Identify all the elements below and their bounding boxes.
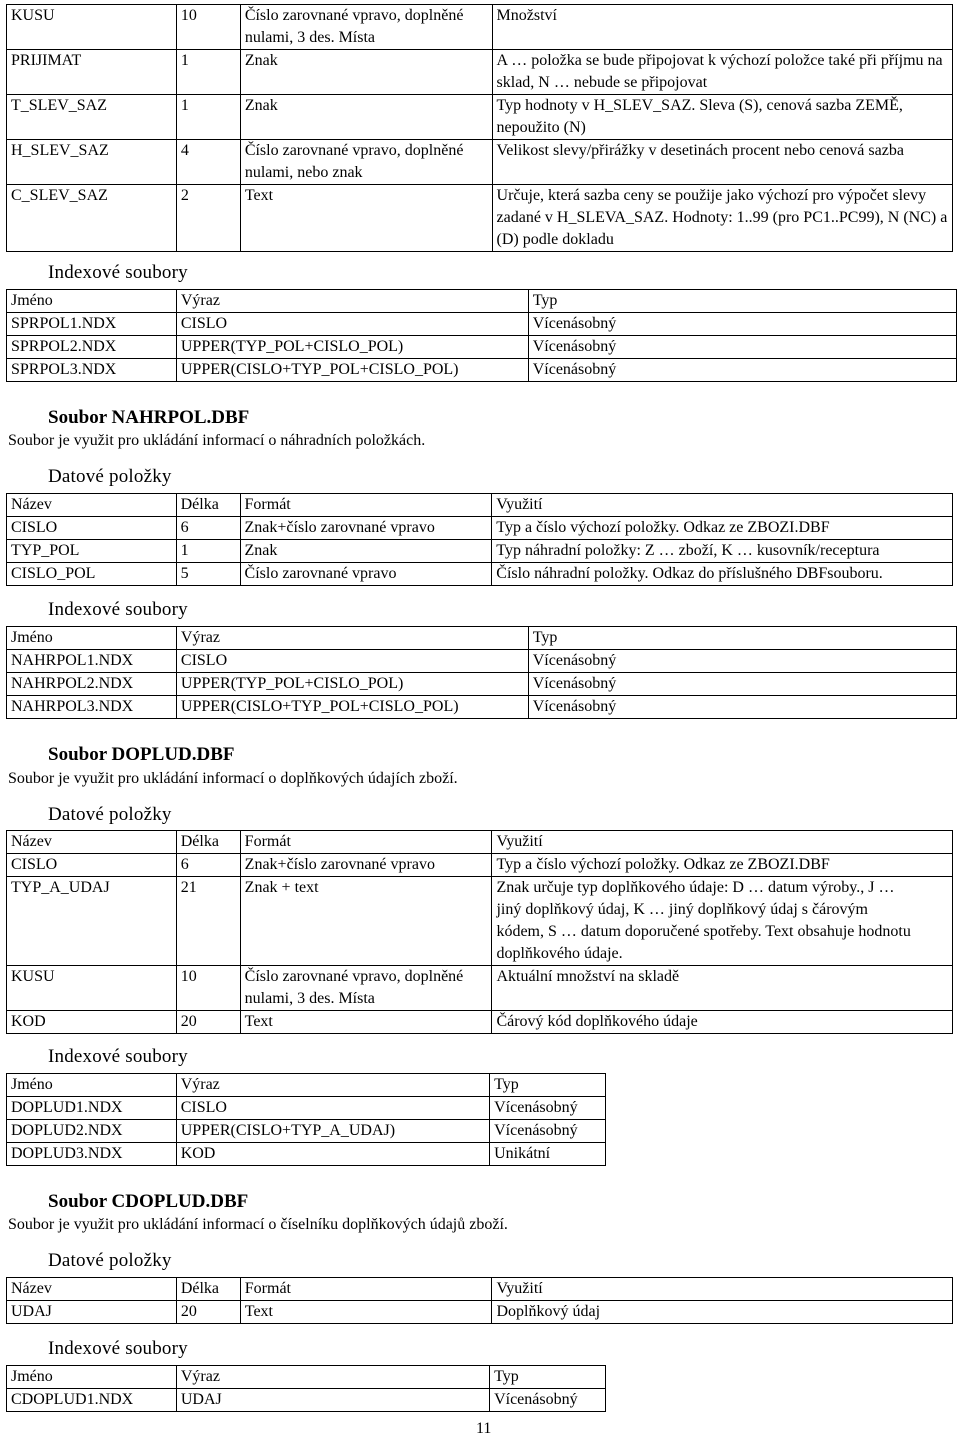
table-row — [7, 95, 953, 140]
section-title-nahrpol: Soubor NAHRPOL.DBF — [48, 407, 250, 428]
table-header-row — [7, 831, 953, 854]
header-usage: Využití — [492, 831, 953, 854]
cell-expression: CISLO — [176, 1097, 489, 1120]
section-description-nahrpol: Soubor je využit pro ukládání informací o náhradních položkách. — [8, 432, 426, 449]
index-section-heading: Indexové soubory — [48, 599, 188, 620]
cell-name: TYP_A_UDAJ — [7, 877, 177, 966]
table-row — [7, 854, 953, 877]
cell-length: 1 — [176, 540, 240, 563]
table-row — [7, 1301, 953, 1324]
table-row — [7, 1143, 606, 1166]
header-expression: Výraz — [176, 1366, 489, 1389]
cell-usage: Množství — [492, 5, 952, 50]
section-description-cdoplud: Soubor je využit pro ukládání informací o číselníku doplňkových údajů zboží. — [8, 1216, 508, 1233]
cell-type: Vícenásobný — [528, 359, 956, 382]
data-items-heading: Datové položky — [48, 466, 172, 487]
header-name: Jméno — [7, 1074, 177, 1097]
cell-name: PRIJIMAT — [7, 50, 177, 95]
cell-expression: UPPER(CISLO+TYP_POL+CISLO_POL) — [176, 359, 528, 382]
cell-usage: Typ náhradní položky: Z … zboží, K … kusovník/receptura — [492, 540, 953, 563]
table-row — [7, 313, 957, 336]
table-row — [7, 336, 957, 359]
cell-type: Vícenásobný — [528, 336, 956, 359]
cell-type: Vícenásobný — [528, 313, 956, 336]
table-row — [7, 5, 953, 50]
cell-length: 1 — [176, 95, 240, 140]
data-items-table — [6, 493, 953, 586]
cell-expression: UPPER(TYP_POL+CISLO_POL) — [176, 336, 528, 359]
page-number: 11 — [476, 1420, 492, 1437]
cell-usage: Číslo náhradní položky. Odkaz do příslušného DBFsouboru. — [492, 563, 953, 586]
table-header-row — [7, 1074, 606, 1097]
cell-name: CISLO — [7, 517, 177, 540]
header-length: Délka — [176, 831, 240, 854]
header-name: Název — [7, 1278, 177, 1301]
cell-length: 20 — [176, 1301, 240, 1324]
cell-usage: Doplňkový údaj — [492, 1301, 953, 1324]
header-expression: Výraz — [176, 290, 528, 313]
table-row — [7, 1097, 606, 1120]
cell-name: SPRPOL2.NDX — [7, 336, 177, 359]
cell-type: Vícenásobný — [528, 696, 956, 719]
cell-type: Vícenásobný — [490, 1389, 606, 1412]
cell-name: NAHRPOL1.NDX — [7, 650, 177, 673]
cell-length: 10 — [176, 966, 240, 1011]
cell-usage: Znak určuje typ doplňkového údaje: D … datum výroby., J … jiný doplňkový údaj, K … jiný doplňkový údaj s čárovým kódem, S … datum doporučené spotřeby. Text obsahuje hodnotu doplňkového údaje. — [492, 877, 953, 966]
index-table — [6, 1365, 606, 1412]
header-name: Jméno — [7, 627, 177, 650]
table-row — [7, 650, 957, 673]
header-expression: Výraz — [176, 1074, 489, 1097]
cell-format: Znak+číslo zarovnané vpravo — [240, 517, 492, 540]
cell-format: Číslo zarovnané vpravo, doplněné nulami, 3 des. Místa — [240, 966, 492, 1011]
cell-type: Vícenásobný — [490, 1120, 606, 1143]
cell-name: DOPLUD3.NDX — [7, 1143, 177, 1166]
index-table — [6, 626, 957, 719]
cell-expression: UDAJ — [176, 1389, 489, 1412]
cell-length: 2 — [176, 185, 240, 252]
data-items-table — [6, 1277, 953, 1324]
section-title-doplud: Soubor DOPLUD.DBF — [48, 744, 235, 765]
section-title-cdoplud: Soubor CDOPLUD.DBF — [48, 1191, 249, 1212]
cell-length: 20 — [176, 1011, 240, 1034]
cell-name: CDOPLUD1.NDX — [7, 1389, 177, 1412]
header-format: Formát — [240, 494, 492, 517]
header-type: Typ — [490, 1074, 606, 1097]
cell-format: Číslo zarovnané vpravo — [240, 563, 492, 586]
table-header-row — [7, 1366, 606, 1389]
cell-length: 6 — [176, 854, 240, 877]
table-header-row — [7, 1278, 953, 1301]
header-name: Jméno — [7, 290, 177, 313]
cell-type: Vícenásobný — [528, 650, 956, 673]
cell-name: CISLO_POL — [7, 563, 177, 586]
header-name: Jméno — [7, 1366, 177, 1389]
cell-name: NAHRPOL3.NDX — [7, 696, 177, 719]
cell-name: KUSU — [7, 5, 177, 50]
cell-format: Znak — [240, 95, 492, 140]
table-row — [7, 185, 953, 252]
index-table — [6, 289, 957, 382]
table-header-row — [7, 627, 957, 650]
table-row — [7, 673, 957, 696]
cell-format: Text — [240, 1301, 492, 1324]
cell-name: SPRPOL1.NDX — [7, 313, 177, 336]
table-header-row — [7, 494, 953, 517]
cell-expression: UPPER(CISLO+TYP_A_UDAJ) — [176, 1120, 489, 1143]
header-format: Formát — [240, 831, 492, 854]
cell-type: Vícenásobný — [490, 1097, 606, 1120]
cell-usage: Typ a číslo výchozí položky. Odkaz ze ZBOZI.DBF — [492, 517, 953, 540]
data-items-heading: Datové položky — [48, 1250, 172, 1271]
cell-length: 5 — [176, 563, 240, 586]
cell-name: KUSU — [7, 966, 177, 1011]
header-type: Typ — [528, 627, 956, 650]
index-table — [6, 1073, 606, 1166]
cell-format: Znak — [240, 50, 492, 95]
cell-expression: KOD — [176, 1143, 489, 1166]
table-row — [7, 1120, 606, 1143]
index-section-heading: Indexové soubory — [48, 1338, 188, 1359]
table-row — [7, 877, 953, 966]
table-row — [7, 1389, 606, 1412]
cell-length: 4 — [176, 140, 240, 185]
cell-length: 21 — [176, 877, 240, 966]
cell-expression: UPPER(TYP_POL+CISLO_POL) — [176, 673, 528, 696]
cell-name: CISLO — [7, 854, 177, 877]
cell-usage: A … položka se bude připojovat k výchozí položce také při příjmu na sklad, N … nebude se připojovat — [492, 50, 952, 95]
header-name: Název — [7, 494, 177, 517]
cell-name: SPRPOL3.NDX — [7, 359, 177, 382]
table-row — [7, 696, 957, 719]
data-items-table — [6, 830, 953, 1034]
cell-usage: Velikost slevy/přirážky v desetinách procent nebo cenová sazba — [492, 140, 952, 185]
header-usage: Využití — [492, 1278, 953, 1301]
table-row — [7, 140, 953, 185]
header-length: Délka — [176, 1278, 240, 1301]
cell-expression: CISLO — [176, 650, 528, 673]
cell-name: C_SLEV_SAZ — [7, 185, 177, 252]
cell-format: Znak — [240, 540, 492, 563]
cell-name: KOD — [7, 1011, 177, 1034]
cell-type: Vícenásobný — [528, 673, 956, 696]
cell-length: 6 — [176, 517, 240, 540]
table-header-row — [7, 290, 957, 313]
table-row — [7, 563, 953, 586]
cell-usage: Typ hodnoty v H_SLEV_SAZ. Sleva (S), cenová sazba ZEMĚ, nepoužito (N) — [492, 95, 952, 140]
table-row — [7, 50, 953, 95]
cell-format: Číslo zarovnané vpravo, doplněné nulami, nebo znak — [240, 140, 492, 185]
cell-expression: UPPER(CISLO+TYP_POL+CISLO_POL) — [176, 696, 528, 719]
cell-name: T_SLEV_SAZ — [7, 95, 177, 140]
index-section-heading: Indexové soubory — [48, 262, 188, 283]
section-description-doplud: Soubor je využit pro ukládání informací o doplňkových údajích zboží. — [8, 770, 458, 787]
cell-name: DOPLUD2.NDX — [7, 1120, 177, 1143]
cell-usage: Čárový kód doplňkového údaje — [492, 1011, 953, 1034]
cell-name: DOPLUD1.NDX — [7, 1097, 177, 1120]
cell-name: UDAJ — [7, 1301, 177, 1324]
header-type: Typ — [490, 1366, 606, 1389]
cell-name: TYP_POL — [7, 540, 177, 563]
cell-format: Číslo zarovnané vpravo, doplněné nulami, 3 des. Místa — [240, 5, 492, 50]
header-usage: Využití — [492, 494, 953, 517]
header-expression: Výraz — [176, 627, 528, 650]
cell-format: Znak + text — [240, 877, 492, 966]
header-type: Typ — [528, 290, 956, 313]
cell-format: Znak+číslo zarovnané vpravo — [240, 854, 492, 877]
cell-usage: Určuje, která sazba ceny se použije jako výchozí pro výpočet slevy zadané v H_SLEVA_SAZ. Hodnoty: 1..99 (pro PC1..PC99), N (NC) a (D) podle dokladu — [492, 185, 952, 252]
cell-usage: Typ a číslo výchozí položky. Odkaz ze ZBOZI.DBF — [492, 854, 953, 877]
header-length: Délka — [176, 494, 240, 517]
cell-format: Text — [240, 1011, 492, 1034]
data-items-heading: Datové položky — [48, 804, 172, 825]
index-section-heading: Indexové soubory — [48, 1046, 188, 1067]
header-format: Formát — [240, 1278, 492, 1301]
cell-name: H_SLEV_SAZ — [7, 140, 177, 185]
cell-name: NAHRPOL2.NDX — [7, 673, 177, 696]
cell-format: Text — [240, 185, 492, 252]
table-row — [7, 540, 953, 563]
cell-expression: CISLO — [176, 313, 528, 336]
cell-length: 1 — [176, 50, 240, 95]
fields-table-continued — [6, 4, 953, 252]
cell-length: 10 — [176, 5, 240, 50]
table-row — [7, 1011, 953, 1034]
cell-usage: Aktuální množství na skladě — [492, 966, 953, 1011]
table-row — [7, 359, 957, 382]
table-row — [7, 966, 953, 1011]
cell-type: Unikátní — [490, 1143, 606, 1166]
table-row — [7, 517, 953, 540]
header-name: Název — [7, 831, 177, 854]
